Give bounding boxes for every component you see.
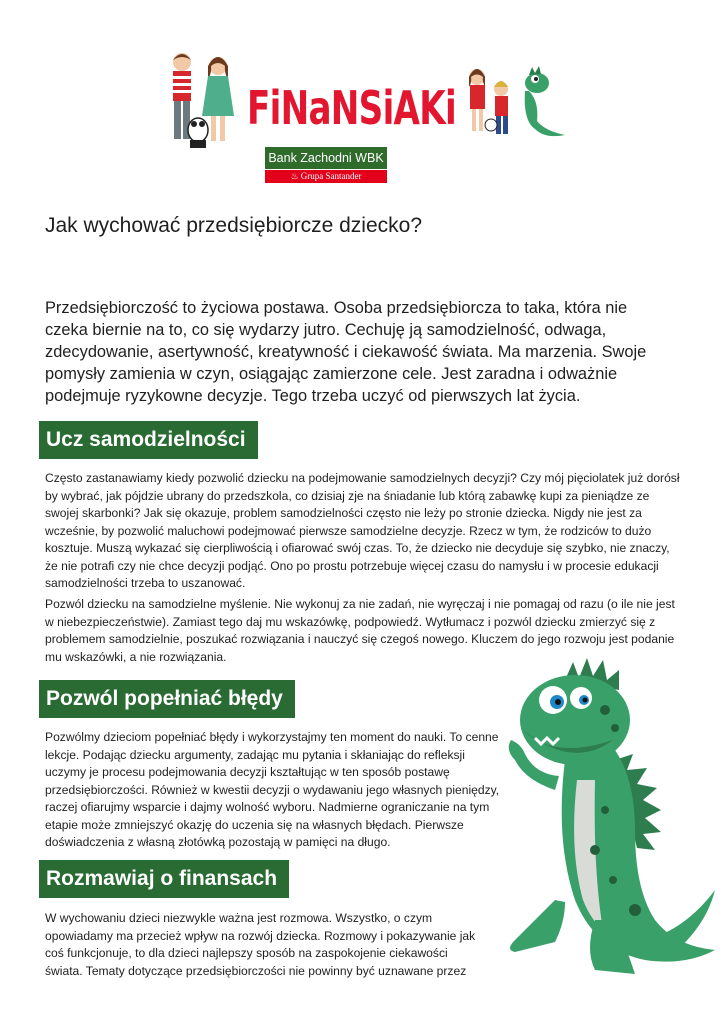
flame-icon: ♨ bbox=[290, 171, 301, 181]
section-paragraph: Często zastanawiamy kiedy pozwolić dziecku na podejmowanie samodzielnych decyzji? Czy mój pięciolatek już dorósł by wybrać, jak pójdzie ubrany do przedszkola, co dzisiaj zje na śniadanie lub którą zabawkę kupi za pieniądze ze swojej skarbonki? Jak się okazuje, problem samodzielności często nie leży po stronie dziecka. Nigdy nie jest za wcześnie, by pozwolić maluchowi podejmować pierwsze samodzielne decyzje. Rzecz w tym, że rodziców to dużo kosztuje. Muszą wykazać się cierpliwością i ofiarować swój czas. To, że dziecko nie decyduje się szybko, nie znaczy, że nie potrafi czy nie chce decyzji podjąć. Ono po prostu potrzebuje więcej czasu do namysłu i w procesie edukacji samodzielności trzeba to uszanować. bbox=[45, 471, 680, 590]
kids-illustration-left bbox=[160, 48, 240, 158]
kids-and-dragon-illustration bbox=[465, 65, 570, 150]
svg-text:FiNaNSiAKi: FiNaNSiAKi bbox=[247, 81, 456, 135]
section-heading-pozwol-popelniac-bledy: Pozwól popełniać błędy bbox=[39, 680, 295, 718]
bank-name: Bank Zachodni WBK bbox=[265, 147, 387, 169]
section-heading-rozmawiaj-o-finansach: Rozmawiaj o finansach bbox=[39, 860, 289, 898]
section-paragraph: Pozwól dziecku na samodzielne myślenie. Nie wykonuj za nie zadań, nie wyręczaj i nie pomagaj od razu (o ile nie jest w niebezpieczeństwie). Zamiast tego daj mu wskazówkę, podpowiedź. Wytłumacz i pozwól dziecku zmierzyć się z problemem samodzielnie, poszukać rozwiązania i nauczyć się czegoś nowego. Kluczem do jego rozwoju jest podanie mu wskazówki, a nie rozwiązania. bbox=[45, 597, 675, 664]
page-title: Jak wychować przedsiębiorcze dziecko? bbox=[45, 214, 423, 237]
section-heading-ucz-samodzielnosci: Ucz samodzielności bbox=[39, 421, 258, 459]
section-paragraph: Pozwólmy dzieciom popełniać błędy i wykorzystajmy ten moment do nauki. To cenne lekcje. Podając dziecku argumenty, zadając mu pytania i skłaniając do refleksji uczymy je procesu podejmowania decyzji kształtując w ten sposób postawę przedsiębiorczości. Również w kwestii decyzji o wydawaniu jego własnych pieniędzy, raczej ofiarujmy wsparcie i dajmy wolność wyboru. Nadmierne ograniczanie na tym etapie może zmniejszyć okazję do uczenia się na własnych błędach. Pierwsze doświadczenia z własną złotówką pozostają w pamięci na długo. bbox=[45, 730, 500, 849]
intro-paragraph: Przedsiębiorczość to życiowa postawa. Osoba przedsiębiorcza to taka, która nie czeka biernie na to, co się wydarzy jutro. Cechuję ją samodzielność, odwaga, zdecydowanie, asertywność, kreatywność i ciekawość świata. Ma marzenia. Swoje pomysły zamienia w czyn, osiągając zamierzone cele. Jest zaradna i odważnie podejmuje ryzykowne decyzje. Tego trzeba uczyć od pierwszych lat życia. bbox=[45, 299, 647, 405]
green-dragon-illustration bbox=[495, 650, 720, 990]
finansiaki-logo bbox=[244, 72, 459, 136]
bank-group-label: Grupa Santander bbox=[300, 171, 362, 181]
bank-logo-box bbox=[265, 147, 387, 183]
section-paragraph: W wychowaniu dzieci niezwykle ważna jest rozmowa. Wszystko, o czym opowiadamy ma przecież wpływ na rozwój dziecka. Rozmowy i pokazywanie jak coś funkcjonuje, to dla dzieci najlepszy sposób na zaspokojenie ciekawości świata. Tematy dotyczące przedsiębiorczości nie powinny być uznawane przez bbox=[45, 911, 476, 978]
bank-group bbox=[265, 170, 387, 183]
